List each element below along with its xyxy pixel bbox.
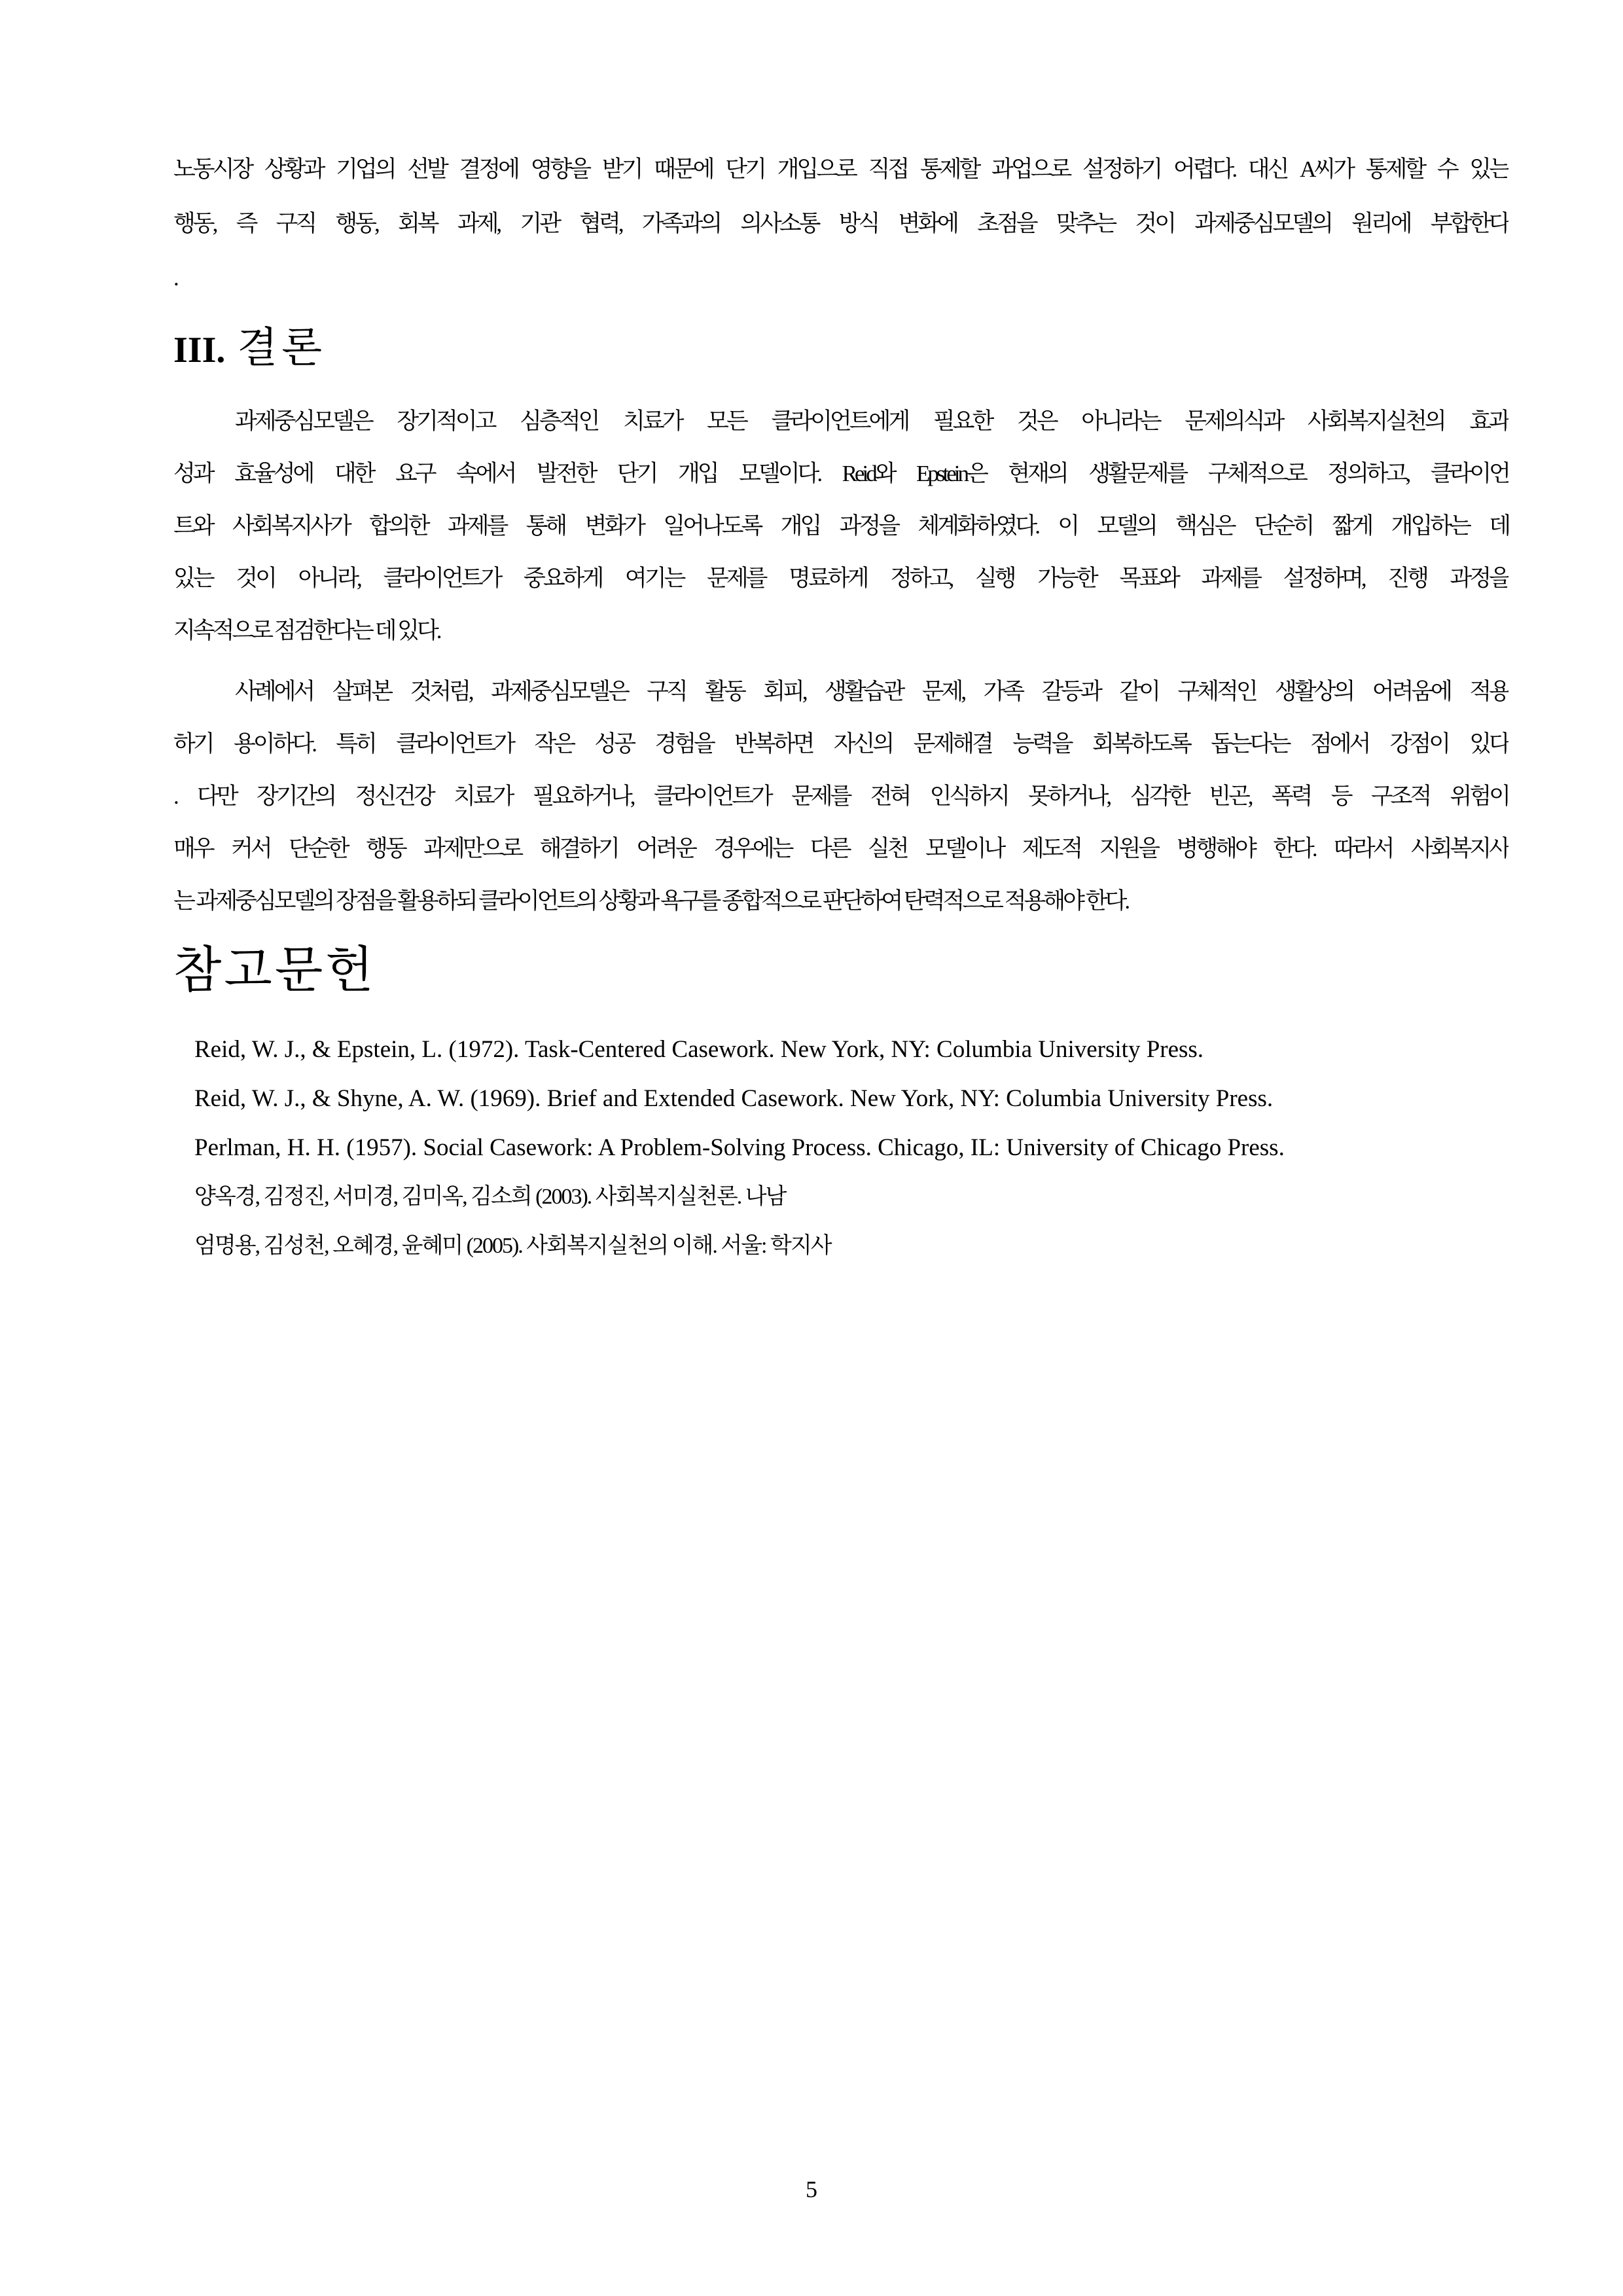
paragraph-line: 노동시장 상황과 기업의 선발 결정에 영향을 받기 때문에 단기 개입으로 직접 통제할 과업으로 설정하기 어렵다. 대신 A씨가 통제할 수 있는 [173, 156, 1508, 182]
reference-item: Reid, W. J., & Epstein, L. (1972). Task-Centered Casework. New York, NY: Columbia University Press. [194, 1036, 1204, 1063]
paragraph-line: 과제중심모델은 장기적이고 심층적인 치료가 모든 클라이언트에게 필요한 것은 아니라는 문제의식과 사회복지실천의 효과 [235, 408, 1508, 434]
paragraph-line: 하기 용이하다. 특히 클라이언트가 작은 성공 경험을 반복하면 자신의 문제해결 능력을 회복하도록 돕는다는 점에서 강점이 있다 [173, 731, 1508, 757]
section-title: 결론 [237, 324, 327, 372]
paragraph-conclusion-2 [173, 666, 1508, 927]
reference-item: 양옥경, 김정진, 서미경, 김미옥, 김소희 (2003). 사회복지실천론. 나남 [194, 1185, 786, 1209]
references-heading: 참고문헌 [173, 941, 376, 999]
paragraph-continuation [173, 142, 1508, 305]
reference-item: Reid, W. J., & Shyne, A. W. (1969). Brief and Extended Casework. New York, NY: Columbia University Press. [194, 1085, 1274, 1112]
paragraph-line: . 다만 장기간의 정신건강 치료가 필요하거나, 클라이언트가 문제를 전혀 인식하지 못하거나, 심각한 빈곤, 폭력 등 구조적 위험이 [173, 783, 1508, 809]
reference-item: 엄명용, 김성천, 오혜경, 윤혜미 (2005). 사회복지실천의 이해. 서울: 학지사 [194, 1234, 831, 1258]
paragraph-line: 성과 효율성에 대한 요구 속에서 발전한 단기 개입 모델이다. Reid와 Epstein은 현재의 생활문제를 구체적으로 정의하고, 클라이언 [173, 461, 1508, 486]
paragraph-conclusion-1 [173, 395, 1508, 657]
paragraph-line: 지속적으로 점검한다는 데 있다. [173, 618, 440, 643]
paragraph-line: 는 과제중심모델의 장점을 활용하되 클라이언트의 상황과 욕구를 종합적으로 판단하여 탄력적으로 적용해야 한다. [173, 888, 1128, 914]
paragraph-line: 있는 것이 아니라, 클라이언트가 중요하게 여기는 문제를 명료하게 정하고, 실행 가능한 목표와 과제를 설정하며, 진행 과정을 [173, 565, 1508, 591]
paragraph-line: 사례에서 살펴본 것처럼, 과제중심모델은 구직 활동 회피, 생활습관 문제, 가족 갈등과 같이 구체적인 생활상의 어려움에 적용 [235, 679, 1508, 704]
section-heading-conclusion [173, 322, 326, 374]
paragraph-line: 트와 사회복지사가 합의한 과제를 통해 변화가 일어나도록 개입 과정을 체계화하였다. 이 모델의 핵심은 단순히 짧게 개입하는 데 [173, 513, 1508, 539]
paragraph-line: 매우 커서 단순한 행동 과제만으로 해결하기 어려운 경우에는 다른 실천 모델이나 제도적 지원을 병행해야 한다. 따라서 사회복지사 [173, 836, 1508, 861]
page-number: 5 [806, 2176, 817, 2202]
reference-item: Perlman, H. H. (1957). Social Casework: A Problem-Solving Process. Chicago, IL: University of Chicago Press. [194, 1134, 1285, 1161]
paragraph-line: 행동, 즉 구직 행동, 회복 과제, 기관 협력, 가족과의 의사소통 방식 변화에 초점을 맞추는 것이 과제중심모델의 원리에 부합한다 [173, 211, 1508, 236]
paragraph-line: . [173, 265, 177, 291]
section-number: III. [173, 330, 226, 370]
reference-list [194, 1025, 1503, 1270]
